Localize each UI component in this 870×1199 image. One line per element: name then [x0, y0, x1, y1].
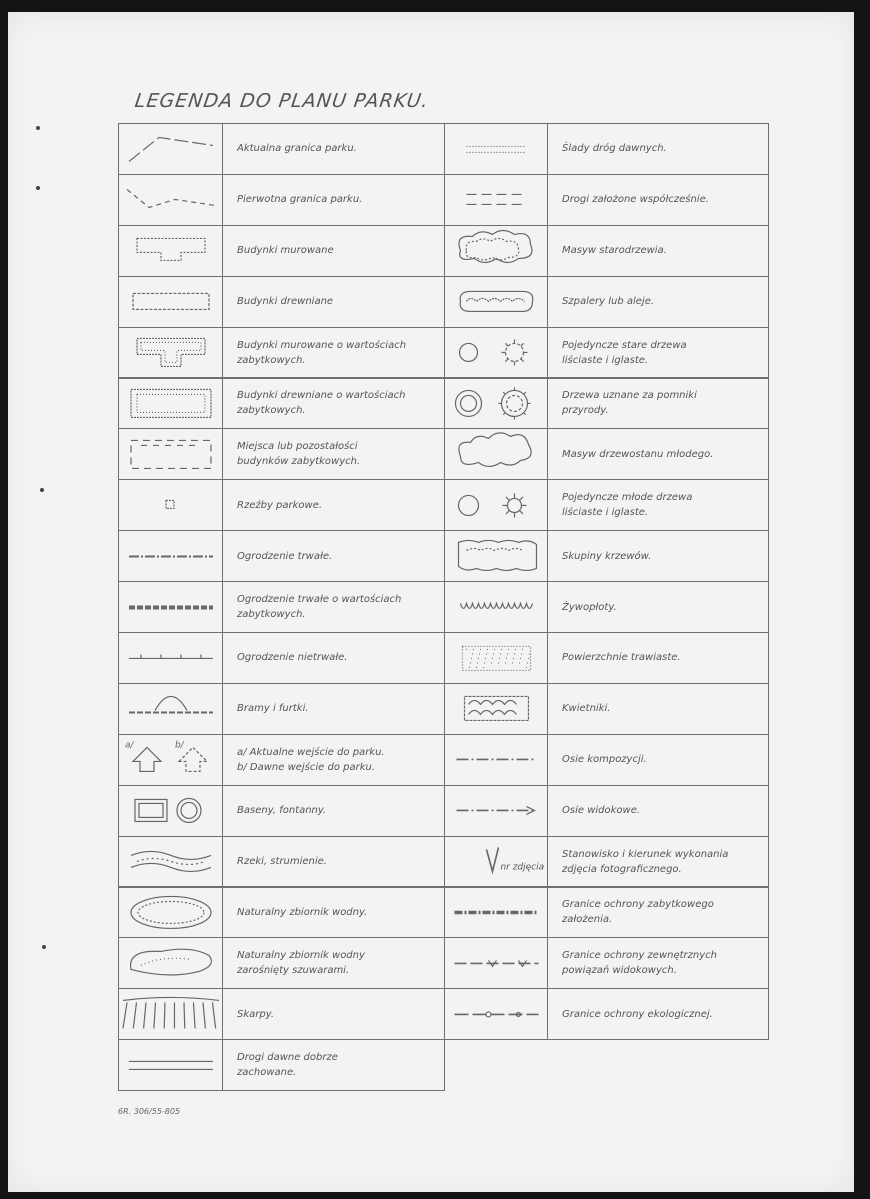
legend-label: Granice ochrony zewnętrznych powiązań widokowych.: [547, 937, 769, 989]
historic-brick-building-icon: [118, 327, 223, 379]
legend-label: Rzeki, strumienie.: [222, 836, 445, 888]
old-road-icon: [118, 1039, 223, 1091]
legend-label: Granice ochrony zabytkowego założenia.: [547, 887, 769, 939]
sculpture-icon: [118, 479, 223, 531]
young-forest-mass-icon: [444, 428, 548, 480]
modern-road-icon: [444, 174, 548, 226]
legend-label: Miejsca lub pozostałości budynków zabytkowych.: [222, 428, 445, 480]
punch-hole: [36, 126, 40, 130]
legend-label: Ogrodzenie nietrwałe.: [222, 632, 445, 684]
legend-label: Drzewa uznane za pomniki przyrody.: [547, 378, 769, 430]
legend-label: Masyw starodrzewia.: [547, 225, 769, 277]
legend-label: Powierzchnie trawiaste.: [547, 632, 769, 684]
svg-text:a/: a/: [124, 740, 134, 751]
legend-label: Stanowisko i kierunek wykonania zdjęcia fotograficznego.: [547, 836, 769, 888]
legend-label: Skupiny krzewów.: [547, 530, 769, 582]
flowerbed-icon: [444, 683, 548, 735]
legend-label: Naturalny zbiornik wodny zarośnięty szuwarami.: [222, 937, 445, 989]
photo-position-icon: [444, 836, 548, 888]
legend-label: Aktualna granica parku.: [222, 123, 445, 175]
punch-hole: [40, 488, 44, 492]
old-forest-mass-icon: [444, 225, 548, 277]
brick-building-icon: [118, 225, 223, 277]
shrub-groups-icon: [444, 530, 548, 582]
legend-label: Osie kompozycji.: [547, 734, 769, 786]
fountain-icon: [118, 785, 223, 837]
legend-label: Baseny, fontanny.: [222, 785, 445, 837]
legend-label: Skarpy.: [222, 988, 445, 1040]
view-axis-icon: [444, 785, 548, 837]
photo-number-label: nr zdjęcia: [499, 862, 544, 873]
entrance-arrows-icon: [118, 734, 223, 786]
legend-label: Żywopłoty.: [547, 581, 769, 633]
dashed-border-line-icon: [118, 174, 223, 226]
legend-label: Naturalny zbiornik wodny.: [222, 887, 445, 939]
historic-wooden-building-icon: [118, 378, 223, 430]
river-icon: [118, 836, 223, 888]
punch-hole: [36, 186, 40, 190]
legend-label: Granice ochrony ekologicznej.: [547, 988, 769, 1040]
legend-label: a/ Aktualne wejście do parku. b/ Dawne wejście do parku.: [222, 734, 445, 786]
old-single-trees-icon: [444, 327, 548, 379]
grass-area-icon: [444, 632, 548, 684]
legend-label: Budynki drewniane: [222, 276, 445, 328]
legend-label: Pojedyncze młode drzewa liściaste i iglaste.: [547, 479, 769, 531]
legend-label: Budynki murowane: [222, 225, 445, 277]
permanent-fence-icon: [118, 530, 223, 582]
legend-label: Rzeźby parkowe.: [222, 479, 445, 531]
water-body-icon: [118, 887, 223, 939]
legend-label: Drogi założone współcześnie.: [547, 174, 769, 226]
overgrown-water-icon: [118, 937, 223, 989]
legend-label: Masyw drzewostanu młodego.: [547, 428, 769, 480]
legend-label: Ogrodzenie trwałe.: [222, 530, 445, 582]
legend-label: Szpalery lub aleje.: [547, 276, 769, 328]
punch-hole: [42, 945, 46, 949]
legend-label: Drogi dawne dobrze zachowane.: [222, 1039, 445, 1091]
legend-label: Budynki murowane o wartościach zabytkowych.: [222, 327, 445, 379]
tree-alley-icon: [444, 276, 548, 328]
legend-title: LEGENDA DO PLANU PARKU.: [133, 90, 431, 112]
gate-icon: [118, 683, 223, 735]
legend-label: Bramy i furtki.: [222, 683, 445, 735]
legend-label: Ślady dróg dawnych.: [547, 123, 769, 175]
temporary-fence-icon: [118, 632, 223, 684]
legend-label: Kwietniki.: [547, 683, 769, 735]
composition-axis-icon: [444, 734, 548, 786]
hedge-icon: [444, 581, 548, 633]
svg-text:b/: b/: [174, 740, 184, 751]
ecological-boundary-icon: [444, 988, 548, 1040]
heritage-boundary-icon: [444, 887, 548, 939]
wooden-building-icon: [118, 276, 223, 328]
legend-label: Osie widokowe.: [547, 785, 769, 837]
archive-reference: 6R. 306/55-805: [118, 1107, 181, 1116]
legend-label: Pierwotna granica parku.: [222, 174, 445, 226]
historic-fence-icon: [118, 581, 223, 633]
young-single-trees-icon: [444, 479, 548, 531]
view-boundary-icon: [444, 937, 548, 989]
monument-trees-icon: [444, 378, 548, 430]
building-remains-icon: [118, 428, 223, 480]
slope-icon: [118, 988, 223, 1040]
dotted-road-traces-icon: [444, 123, 548, 175]
legend-label: Budynki drewniane o wartościach zabytkowych.: [222, 378, 445, 430]
legend-label: Pojedyncze stare drzewa liściaste i iglaste.: [547, 327, 769, 379]
solid-border-line-icon: [118, 123, 223, 175]
legend-label: Ogrodzenie trwałe o wartościach zabytkowych.: [222, 581, 445, 633]
